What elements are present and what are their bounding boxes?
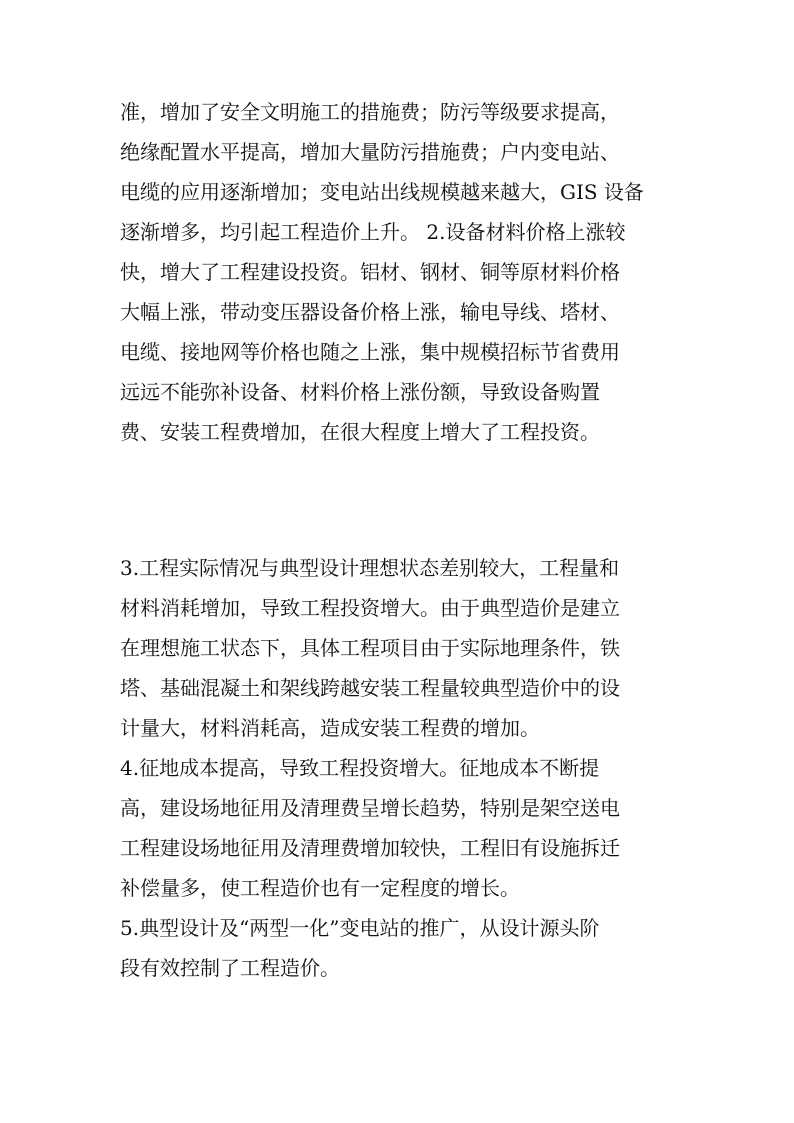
text-line: 快，增大了工程建设投资。铝材、钢材、铜等原材料价格: [120, 260, 620, 284]
text-line: 材料消耗增加，导致工程投资增大。由于典型造价是建立: [120, 596, 620, 620]
text-line: 费、安装工程费增加，在很大程度上增大了工程投资。: [120, 420, 600, 444]
text-line: 3.工程实际情况与典型设计理想状态差别较大，工程量和: [120, 556, 620, 580]
text-line: 高，建设场地征用及清理费呈增长趋势，特别是架空送电: [120, 796, 620, 820]
text-line: 补偿量多，使工程造价也有一定程度的增长。: [120, 876, 520, 900]
text-line: 计量大，材料消耗高，造成安装工程费的增加。: [120, 716, 540, 740]
text-line: 段有效控制了工程造价。: [120, 956, 340, 980]
paragraph-point-3: [120, 548, 680, 748]
text-line: 塔、基础混凝土和架线跨越安装工程量较典型造价中的设: [120, 676, 620, 700]
text-line: 电缆、接地网等价格也随之上涨，集中规模招标节省费用: [120, 340, 620, 364]
text-line: 工程建设场地征用及清理费增加较快，工程旧有设施拆迁: [120, 836, 620, 860]
text-line: 准，增加了安全文明施工的措施费；防污等级要求提高，: [120, 100, 620, 124]
text-line: 4.征地成本提高，导致工程投资增大。征地成本不断提: [120, 756, 600, 780]
paragraph-point-4: [120, 748, 680, 908]
text-line: 远远不能弥补设备、材料价格上涨份额，导致设备购置: [120, 380, 600, 404]
text-line: 在理想施工状态下，具体工程项目由于实际地理条件，铁: [120, 636, 620, 660]
paragraph-point-5: [120, 908, 680, 988]
paragraph-cost-factors: [120, 92, 680, 452]
text-line: 电缆的应用逐渐增加；变电站出线规模越来越大，GIS 设备: [120, 180, 644, 204]
text-line: 逐渐增多，均引起工程造价上升。 2.设备材料价格上涨较: [120, 220, 626, 244]
text-line: 绝缘配置水平提高，增加大量防污措施费；户内变电站、: [120, 140, 620, 164]
text-line: 大幅上涨，带动变压器设备价格上涨，输电导线、塔材、: [120, 300, 620, 324]
text-line: 5.典型设计及“两型一化”变电站的推广，从设计源头阶: [120, 916, 600, 940]
